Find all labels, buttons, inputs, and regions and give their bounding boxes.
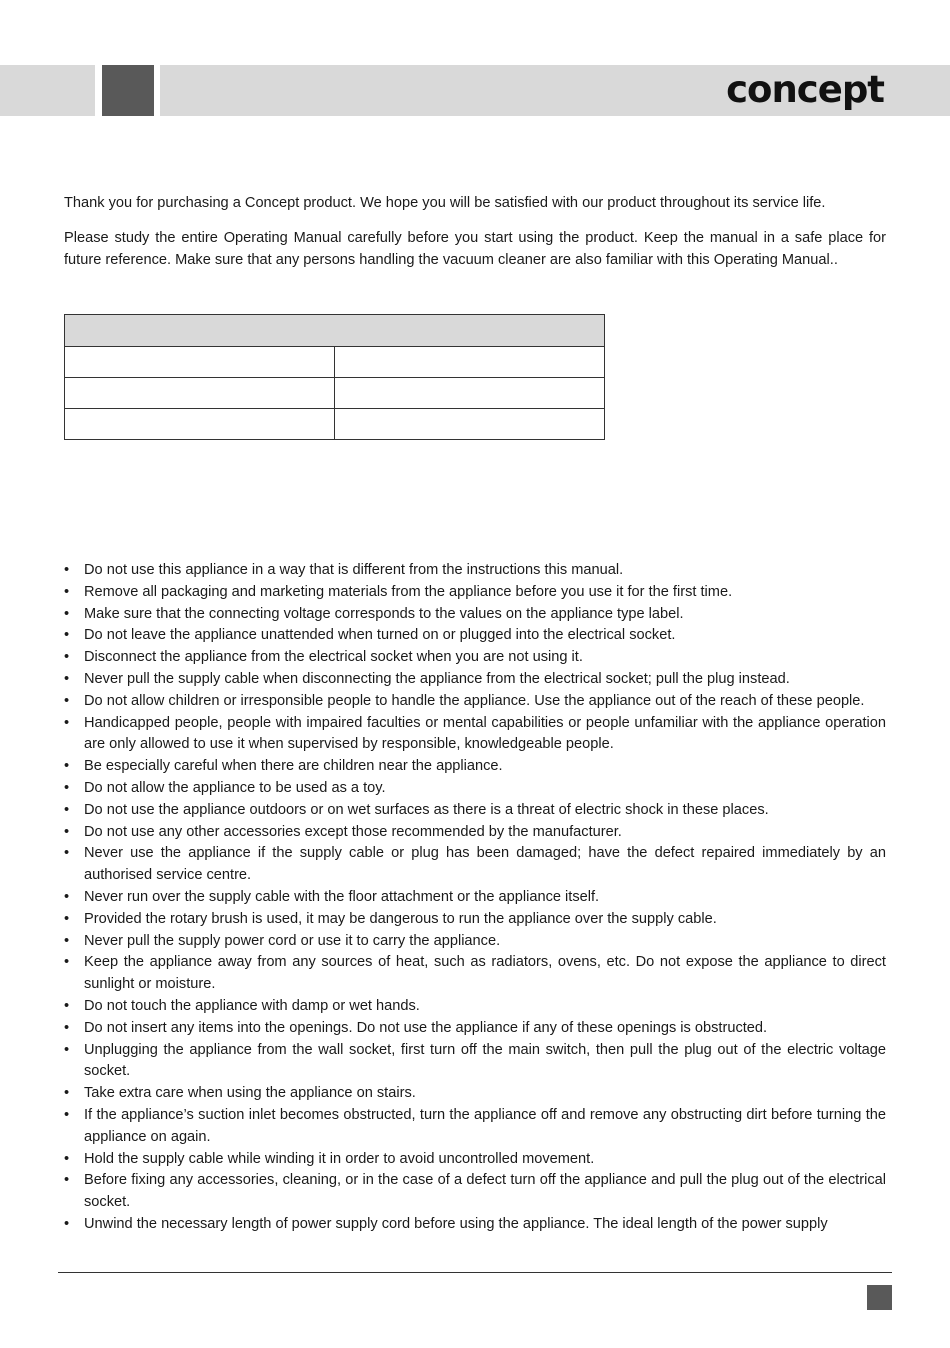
bullet-icon: •	[64, 1106, 70, 1123]
bullet-icon: •	[64, 670, 70, 687]
list-item	[64, 887, 886, 909]
list-item-text: Unwind the necessary length of power supply cord before using the appliance. The ideal length of the power supply	[84, 1215, 828, 1232]
bullet-icon: •	[64, 997, 70, 1014]
header-page-square	[102, 65, 154, 116]
list-item-text: Hold the supply cable while winding it in order to avoid uncontrolled movement.	[84, 1150, 595, 1167]
bullet-icon: •	[64, 758, 70, 775]
intro-paragraph-2: Please study the entire Operating Manual carefully before you start using the product. Keep the manual in a safe place for future reference. Make sure that any persons handling the vacuum cleaner are also familiar with this Operating Manual..	[64, 230, 886, 268]
bullet-icon: •	[64, 1041, 70, 1058]
list-item	[64, 691, 886, 713]
list-item-text: Never use the appliance if the supply cable or plug has been damaged; have the defect repaired immediately by an authorised service centre.	[84, 845, 886, 884]
footer-page-square	[867, 1285, 892, 1310]
list-item-text: Do not leave the appliance unattended when turned on or plugged into the electrical socket.	[84, 627, 676, 644]
bullet-icon: •	[64, 932, 70, 949]
list-item-text: Never run over the supply cable with the floor attachment or the appliance itself.	[84, 888, 600, 905]
spec-table-cell	[65, 347, 335, 378]
safety-instructions-list	[64, 560, 886, 1236]
list-item-text: Make sure that the connecting voltage corresponds to the values on the appliance type label.	[84, 605, 684, 622]
bullet-icon: •	[64, 714, 70, 731]
list-item	[64, 931, 886, 953]
bullet-icon: •	[64, 1150, 70, 1167]
brand-logo: concept	[726, 68, 884, 111]
bullet-icon: •	[64, 605, 70, 622]
list-item-text: Do not allow the appliance to be used as a toy.	[84, 779, 386, 796]
bullet-icon: •	[64, 692, 70, 709]
list-item	[64, 1149, 886, 1171]
list-item	[64, 713, 886, 757]
list-item	[64, 1214, 886, 1236]
list-item	[64, 1083, 886, 1105]
bullet-icon: •	[64, 910, 70, 927]
list-item-text: If the appliance’s suction inlet becomes obstructed, turn the appliance off and remove any obstructing dirt before turning the appliance on again.	[84, 1106, 886, 1145]
list-item	[64, 625, 886, 647]
list-item	[64, 1105, 886, 1149]
bullet-icon: •	[64, 954, 70, 971]
bullet-icon: •	[64, 888, 70, 905]
list-item	[64, 560, 886, 582]
list-item	[64, 909, 886, 931]
list-item-text: Take extra care when using the appliance on stairs.	[84, 1085, 416, 1102]
list-item	[64, 604, 886, 626]
list-item-text: Handicapped people, people with impaired faculties or mental capabilities or people unfamiliar with the appliance operation are only allowed to use it when supervised by responsible, knowledgeable people.	[84, 714, 886, 753]
list-item-text: Be especially careful when there are children near the appliance.	[84, 758, 503, 775]
bullet-icon: •	[64, 823, 70, 840]
list-item	[64, 843, 886, 887]
spec-table-row	[65, 347, 605, 378]
bullet-icon: •	[64, 779, 70, 796]
list-item	[64, 952, 886, 996]
list-item	[64, 778, 886, 800]
bullet-icon: •	[64, 627, 70, 644]
bullet-icon: •	[64, 1019, 70, 1036]
list-item-text: Keep the appliance away from any sources of heat, such as radiators, ovens, etc. Do not expose the appliance to direct sunlight or moisture.	[84, 954, 886, 993]
list-item-text: Never pull the supply cable when disconnecting the appliance from the electrical socket; pull the plug instead.	[84, 670, 790, 687]
list-item-text: Do not allow children or irresponsible people to handle the appliance. Use the appliance out of the reach of these people.	[84, 692, 865, 709]
bullet-icon: •	[64, 583, 70, 600]
list-item	[64, 822, 886, 844]
list-item	[64, 669, 886, 691]
bullet-icon: •	[64, 649, 70, 666]
footer-divider	[58, 1272, 892, 1273]
spec-table-cell	[335, 347, 605, 378]
bullet-icon: •	[64, 801, 70, 818]
list-item-text: Do not touch the appliance with damp or wet hands.	[84, 997, 420, 1014]
list-item	[64, 582, 886, 604]
spec-table-row	[65, 378, 605, 409]
list-item-text: Disconnect the appliance from the electrical socket when you are not using it.	[84, 649, 583, 666]
list-item-text: Provided the rotary brush is used, it may be dangerous to run the appliance over the supply cable.	[84, 910, 717, 927]
spec-table-cell	[65, 409, 335, 440]
list-item-text: Never pull the supply power cord or use it to carry the appliance.	[84, 932, 501, 949]
list-item	[64, 996, 886, 1018]
list-item	[64, 1170, 886, 1214]
bullet-icon: •	[64, 562, 70, 578]
list-item	[64, 1018, 886, 1040]
spec-table-cell	[335, 378, 605, 409]
list-item-text: Do not use any other accessories except those recommended by the manufacturer.	[84, 823, 622, 840]
bullet-icon: •	[64, 1172, 70, 1189]
list-item-text: Unplugging the appliance from the wall socket, first turn off the main switch, then pull the plug out of the electric voltage socket.	[84, 1041, 886, 1080]
list-item	[64, 756, 886, 778]
spec-table-header-cell	[65, 315, 605, 347]
intro-paragraph-1: Thank you for purchasing a Concept product. We hope you will be satisfied with our product throughout its service life.	[64, 195, 826, 211]
bullet-icon: •	[64, 1215, 70, 1232]
bullet-icon: •	[64, 845, 70, 862]
list-item	[64, 647, 886, 669]
spec-table-row	[65, 409, 605, 440]
spec-table-header-row	[65, 315, 605, 347]
list-item-text: Remove all packaging and marketing materials from the appliance before you use it for the first time.	[84, 583, 733, 600]
list-item-text: Do not insert any items into the openings. Do not use the appliance if any of these openings is obstructed.	[84, 1019, 768, 1036]
specification-table	[64, 314, 605, 440]
bullet-icon: •	[64, 1085, 70, 1102]
list-item	[64, 1040, 886, 1084]
list-item-text: Before fixing any accessories, cleaning, or in the case of a defect turn off the appliance and pull the plug out of the electrical socket.	[84, 1172, 886, 1211]
list-item-text: Do not use this appliance in a way that is different from the instructions this manual.	[84, 562, 624, 578]
list-item	[64, 800, 886, 822]
spec-table-cell	[335, 409, 605, 440]
list-item-text: Do not use the appliance outdoors or on wet surfaces as there is a threat of electric shock in these places.	[84, 801, 769, 818]
header-band-left	[0, 65, 95, 116]
spec-table-cell	[65, 378, 335, 409]
